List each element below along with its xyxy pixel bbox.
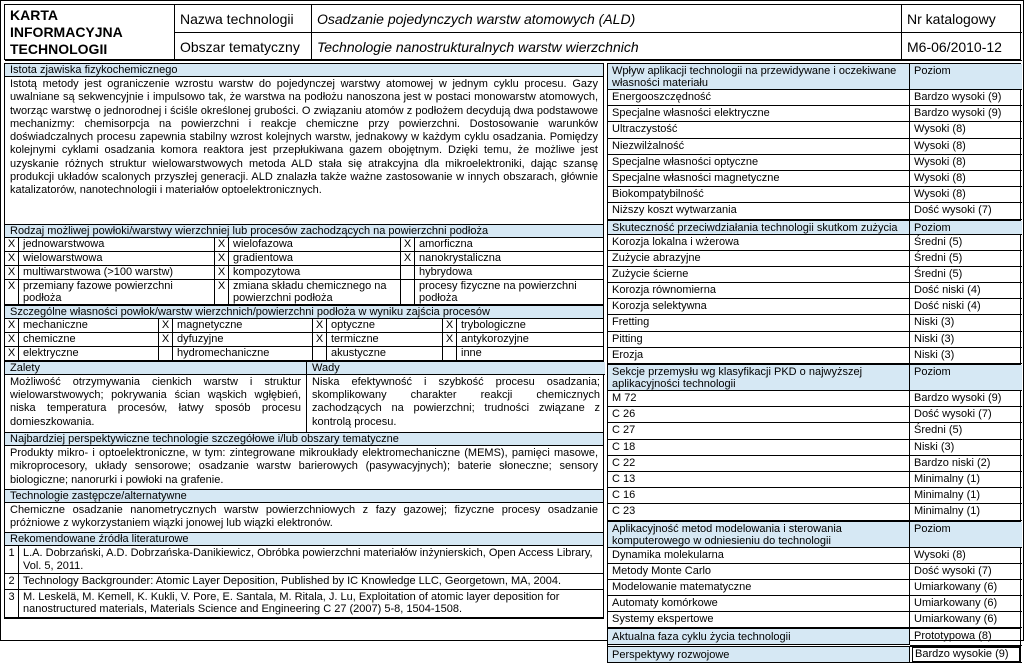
coating-option: procesy fizyczne na powierzchni podłoża [415,280,604,305]
coating-option: wielofazowa [229,238,401,252]
impact-value: Wysoki (8) [910,171,1022,187]
modeling-item: Systemy ekspertowe [608,612,910,628]
effect-title: Skuteczność przeciwdziałania technologii skutkom zużycia [608,221,910,235]
coating-option: multiwarstwowa (>100 warstw) [19,266,215,280]
pkd-item: C 22 [608,456,910,472]
coating-option: wielowarstwowa [19,252,215,266]
coating-mark: X [215,252,229,266]
property-mark: X [443,319,457,333]
effect-table [607,220,1021,365]
coating-option: kompozytowa [229,266,401,280]
pkd-value: Bardzo wysoki (9) [910,391,1022,407]
impact-item: Specjalne własności magnetyczne [608,171,910,187]
impact-table [607,63,1021,220]
pkd-value: Minimalny (1) [910,472,1022,488]
coating-option: zmiana składu chemicznego na powierzchni podłoża [229,280,401,305]
perspective-text: Produkty mikro- i optoelektroniczne, w tym: zintegrowane mikroukłady elektromechaniczne (MEMS), pamięci masowe, mikroprocesory, układy sensorowe; osadzanie warstw barierowych (pasywacyjnych); baterie słoneczne; sensory biologiczne; nanorurki i powłoki na grafenie. [4,445,604,489]
effect-item: Korozja równomierna [608,283,910,299]
alternative-title: Technologie zastępcze/alternatywne [4,489,604,502]
tech-label: Nazwa technologii [175,5,312,33]
property-mark: X [313,333,327,347]
area-label: Obszar tematyczny [175,33,312,61]
impact-value: Bardzo wysoki (9) [910,106,1022,122]
modeling-item: Automaty komórkowe [608,596,910,612]
property-mark: X [159,333,173,347]
impact-item: Niższy koszt wytwarzania [608,203,910,219]
pros-text: Możliwość otrzymywania cienkich warstw i struktur wielowarstwowych; pokrywania ścian wąskich wgłębień, niska temperatura procesów, łatwy sposób procesu domieszkowania. [10,376,301,428]
prospects-value [910,647,1022,663]
impact-value: Bardzo wysoki (9) [910,90,1022,106]
impact-value: Wysoki (8) [910,139,1022,155]
coating-option: jednowarstwowa [19,238,215,252]
perspective-title: Najbardziej perspektywiczne technologie szczegółowe i/lub obszary tematyczne [4,432,604,445]
property-mark: X [443,333,457,347]
property-mark: X [159,319,173,333]
refs-list [4,545,604,619]
pkd-value: Średni (5) [910,423,1022,439]
pros-title: Zalety [5,362,306,375]
tech-name: Osadzanie pojedynczych warstw atomowych (ALD) [312,5,902,33]
effect-item: Zużycie abrazyjne [608,251,910,267]
property-mark [313,347,327,361]
ref-number: 1 [5,546,19,574]
property-option: trybologiczne [457,319,604,333]
property-option: hydromechaniczne [173,347,313,361]
ref-number: 2 [5,574,19,590]
lifecycle-row [607,628,1021,645]
effect-value: Dość niski (4) [910,283,1022,299]
modeling-value: Wysoki (8) [910,548,1022,564]
property-mark [443,347,457,361]
property-option: akustyczne [327,347,443,361]
coating-mark: X [5,252,19,266]
effect-value: Średni (5) [910,235,1022,251]
pkd-item: C 26 [608,407,910,423]
modeling-value: Umiarkowany (6) [910,612,1022,628]
effect-level-header: Poziom [910,221,1022,235]
coating-mark: X [5,280,19,305]
modeling-table [607,521,1021,629]
prospects-label: Perspektywy rozwojowe [608,647,910,663]
pkd-value: Niski (3) [910,440,1022,456]
effect-item: Zużycie ścierne [608,267,910,283]
property-mark: X [5,319,19,333]
coating-title: Rodzaj możliwej powłoki/warstwy wierzchniej lub procesów zachodzących na powierzchni podłoża [4,224,604,237]
catalog-number: M6-06/2010-12 [902,33,1022,61]
property-option: optyczne [327,319,443,333]
pkd-value: Dość wysoki (7) [910,407,1022,423]
property-option: chemiczne [19,333,159,347]
effect-value: Średni (5) [910,267,1022,283]
effect-item: Pitting [608,332,910,348]
coating-mark: X [5,266,19,280]
effect-value: Dość niski (4) [910,299,1022,315]
essence-text: Istotą metody jest ograniczenie wzrostu warstw do pojedynczej warstwy atomowej w jednym cyklu procesu. Gazy uwalniane są sekwencyjnie i impulsowo tak, że warstwa na podłożu nanoszona jest w postaci monowarstw atomowych, tworząc warstwę o jednorodnej i ściśle określonej grubości. O związaniu atomów z podłożem decydują dwa podstawowe mechanizmy: chemisorpcja na powierzchni i reakcje chemiczne przy powierzchni. Dostosowanie warunków doświadczalnych procesu zapewnia stabilny wzrost kolejnych warstw, jednakowy w każdym cyklu osadzania. Pomiędzy kolejnymi cyklami osadzania komora reaktora jest przepłukiwana gazem obojętnym. Dzięki temu, że możliwe jest uzyskanie różnych struktur wielowarstwowych metoda ALD stała się atrakcyjna dla mikroelektroniki, dając szansę produkcji układów scalonych przyszłej generacji. ALD znalazła także ważne zastosowanie w innych obszarach, głównie katalizatorów, nanotechnologii i materiałów optoelektronicznych. [4,76,604,224]
coating-option: hybrydowa [415,266,604,280]
left-column [4,63,604,639]
impact-level-header: Poziom [910,64,1022,90]
modeling-item: Dynamika molekularna [608,548,910,564]
impact-value: Dość wysoki (7) [910,203,1022,219]
pkd-item: C 23 [608,504,910,520]
modeling-item: Modelowanie matematyczne [608,580,910,596]
area-name: Technologie nanostrukturalnych warstw wierzchnich [312,33,902,61]
property-mark: X [313,319,327,333]
property-option: magnetyczne [173,319,313,333]
pkd-value: Bardzo niski (2) [910,456,1022,472]
prospects-row [607,646,1021,663]
cons-title: Wady [307,362,605,375]
cons-section [307,362,605,432]
property-option: termiczne [327,333,443,347]
modeling-value: Dość wysoki (7) [910,564,1022,580]
refs-title: Rekomendowane źródła literaturowe [4,532,604,545]
pkd-item: M 72 [608,391,910,407]
ref-number: 3 [5,590,19,618]
props-title: Szczególne własności powłok/warstw wierzchnich/powierzchni podłoża w wyniku zajścia procesów [4,305,604,318]
ref-text: L.A. Dobrzański, A.D. Dobrzańska-Danikiewicz, Obróbka powierzchni materiałów inżynierskich, Open Access Library, Vol. 5, 2011. [19,546,603,574]
coating-mark: X [215,238,229,252]
props-grid [4,318,604,361]
impact-value: Wysoki (8) [910,122,1022,138]
property-option: inne [457,347,604,361]
property-mark: X [5,347,19,361]
impact-item: Specjalne własności optyczne [608,155,910,171]
property-option: dyfuzyjne [173,333,313,347]
coating-mark: X [215,280,229,305]
coating-option: gradientowa [229,252,401,266]
alternative-text: Chemiczne osadzanie nanometrycznych warstw powierzchniowych z fazy gazowej; fizyczne procesy osadzanie próżniowe z wykorzystaniem wiązki jonowej lub wiązki elektronów. [4,502,604,532]
impact-value: Wysoki (8) [910,155,1022,171]
effect-item: Korozja selektywna [608,299,910,315]
lifecycle-value: Prototypowa (8) [910,629,1022,645]
coating-option: nanokrystaliczna [415,252,604,266]
coating-grid [4,237,604,305]
card-title: KARTA INFORMACYJNA TECHNOLOGII [5,5,175,61]
impact-item: Ultraczystość [608,122,910,138]
coating-option: przemiany fazowe powierzchni podłoża [19,280,215,305]
property-option: antykorozyjne [457,333,604,347]
catalog-label: Nr katalogowy [902,5,1022,33]
property-option: elektryczne [19,347,159,361]
impact-title: Wpływ aplikacji technologii na przewidywane i oczekiwane własności materiału [608,64,910,90]
impact-item: Niezwilżalność [608,139,910,155]
essence-title: Istota zjawiska fizykochemicznego [4,63,604,76]
lifecycle-label: Aktualna faza cyklu życia technologii [608,629,910,645]
effect-value: Niski (3) [910,315,1022,331]
impact-item: Biokompatybilność [608,187,910,203]
coating-mark: X [401,238,415,252]
modeling-level-header: Poziom [910,522,1022,548]
property-mark [159,347,173,361]
ref-text: Technology Backgrounder: Atomic Layer Deposition, Published by IC Knowledge LLC, Georgetown, MA, 2004. [19,574,603,590]
prospects-value-box: Bardzo wysokie (9) [912,647,1020,662]
pkd-item: C 13 [608,472,910,488]
pkd-item: C 27 [608,423,910,439]
coating-mark [401,280,415,305]
coating-mark [401,266,415,280]
modeling-value: Umiarkowany (6) [910,596,1022,612]
pkd-level-header: Poziom [910,365,1022,391]
impact-item: Energooszczędność [608,90,910,106]
pros-cons [4,361,604,432]
pkd-item: C 18 [608,440,910,456]
pkd-title: Sekcje przemysłu wg klasyfikacji PKD o najwyższej aplikacyjności technologii [608,365,910,391]
right-column [607,63,1021,661]
pkd-value: Minimalny (1) [910,504,1022,520]
modeling-item: Metody Monte Carlo [608,564,910,580]
impact-item: Specjalne własności elektryczne [608,106,910,122]
property-mark: X [5,333,19,347]
coating-mark: X [215,266,229,280]
ref-text: M. Leskelä, M. Kemell, K. Kukli, V. Pore, E. Santala, M. Ritala, J. Lu, Exploitation of atomic layer deposition for nanostructured materials, Materials Science and Engineering C 27 (2007) 5-8, 1504-1508. [19,590,603,618]
coating-option: amorficzna [415,238,604,252]
pkd-value: Minimalny (1) [910,488,1022,504]
effect-value: Niski (3) [910,332,1022,348]
effect-item: Fretting [608,315,910,331]
pkd-item: C 16 [608,488,910,504]
modeling-value: Umiarkowany (6) [910,580,1022,596]
coating-mark: X [401,252,415,266]
pkd-table [607,364,1021,521]
cons-text: Niska efektywność i szybkość procesu osadzania; skomplikowany charakter reakcji chemicznych zachodzących na powierzchni; trudności związane z kontrolą procesu. [312,376,600,428]
property-option: mechaniczne [19,319,159,333]
effect-value: Niski (3) [910,348,1022,364]
pros-section [5,362,307,432]
effect-value: Średni (5) [910,251,1022,267]
effect-item: Erozja [608,348,910,364]
effect-item: Korozja lokalna i wżerowa [608,235,910,251]
coating-mark: X [5,238,19,252]
impact-value: Wysoki (8) [910,187,1022,203]
modeling-title: Aplikacyjność metod modelowania i sterowania komputerowego w odniesieniu do technologii [608,522,910,548]
header [4,4,1021,60]
